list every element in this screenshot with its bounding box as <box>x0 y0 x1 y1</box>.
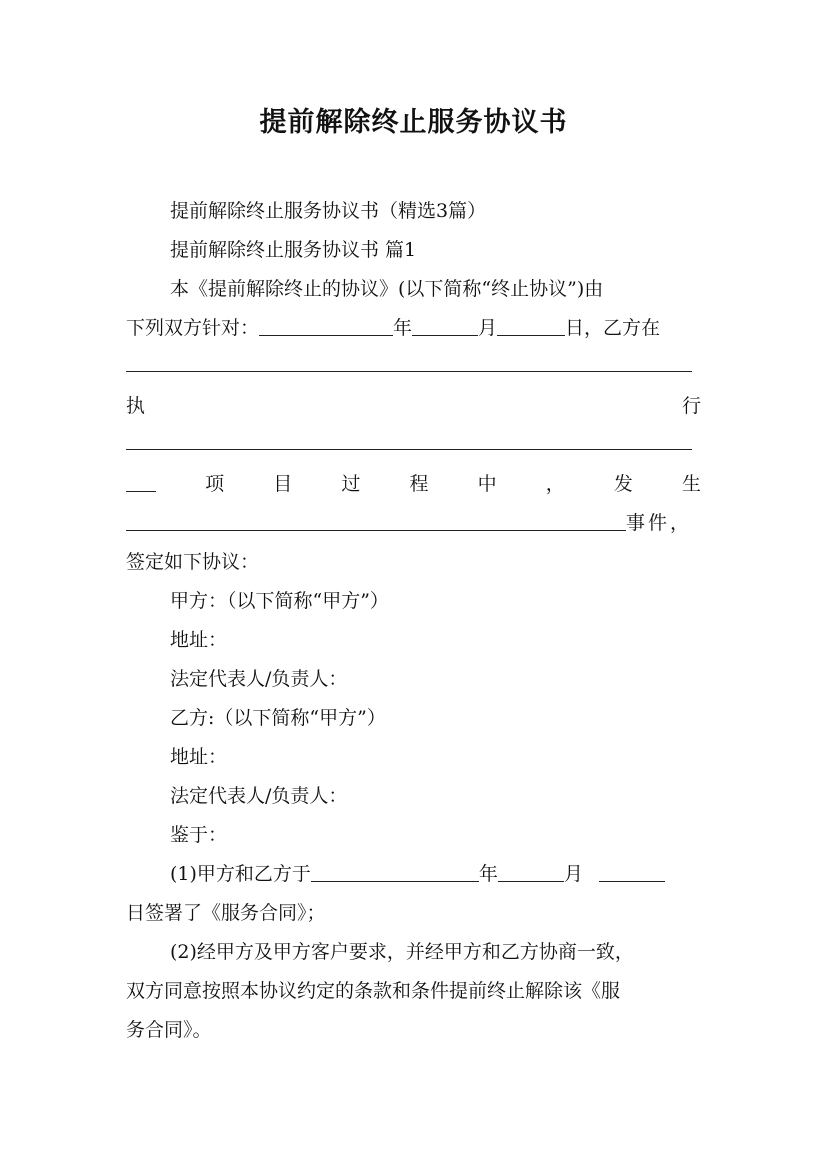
blank-line <box>126 449 692 450</box>
execute-left: 执 <box>126 395 146 417</box>
blank-line <box>412 315 478 336</box>
event-row <box>126 510 692 536</box>
process-char: 目 <box>273 473 293 495</box>
process-char: 生 <box>681 473 701 495</box>
event-suffix: 事件， <box>626 512 693 534</box>
clause-2-line-2: 双方同意按照本协议约定的条款和条件提前终止解除该《服 <box>126 980 621 1002</box>
blank-line <box>126 371 692 372</box>
blank-line <box>498 861 564 882</box>
address-b: 地址： <box>170 746 228 768</box>
address-a: 地址： <box>170 629 228 651</box>
clause-1-prefix: (1)甲方和乙方于 <box>170 863 311 885</box>
agreement-line: 签定如下协议： <box>126 551 260 573</box>
clause-2-line-1: (2)经甲方及甲方客户要求，并经甲方和乙方协商一致， <box>170 941 634 963</box>
intro-line-2-prefix: 下列双方针对： <box>126 317 260 339</box>
blank-line <box>311 861 479 882</box>
representative-a: 法定代表人/负责人： <box>170 668 348 690</box>
process-char: 发 <box>613 473 633 495</box>
blank-line <box>126 471 156 492</box>
whereas: 鉴于： <box>170 824 228 846</box>
clause-1 <box>170 861 665 887</box>
clause-1-year: 年 <box>478 863 498 885</box>
blank-line <box>259 315 393 336</box>
process-char: ， <box>545 473 565 495</box>
month-label: 月 <box>478 317 498 339</box>
subtitle: 提前解除终止服务协议书（精选3篇） <box>170 200 487 222</box>
representative-b: 法定代表人/负责人： <box>170 785 348 807</box>
intro-line-2 <box>126 315 660 341</box>
party-b: 乙方:（以下简称“甲方”） <box>170 707 386 729</box>
blank-line <box>126 510 626 531</box>
blank-line <box>599 861 665 882</box>
blank-line <box>497 315 565 336</box>
process-char: 过 <box>341 473 361 495</box>
process-char: 程 <box>409 473 429 495</box>
clause-2-line-3: 务合同》。 <box>126 1019 212 1041</box>
party-a: 甲方：（以下简称“甲方”） <box>170 590 389 612</box>
year-label: 年 <box>393 317 413 339</box>
process-char: 中 <box>477 473 497 495</box>
intro-line-1: 本《提前解除终止的协议》(以下简称“终止协议”)由 <box>170 278 604 300</box>
document-title: 提前解除终止服务协议书 <box>259 107 568 138</box>
process-char: 项 <box>205 473 225 495</box>
execute-row <box>126 393 701 419</box>
clause-1-end: 日签署了《服务合同》； <box>126 902 326 924</box>
clause-1-month: 月 <box>563 863 583 885</box>
process-row <box>126 471 701 497</box>
execute-right: 行 <box>681 395 701 417</box>
day-label: 日，乙方在 <box>565 317 661 339</box>
section-label: 提前解除终止服务协议书 篇1 <box>170 239 417 261</box>
